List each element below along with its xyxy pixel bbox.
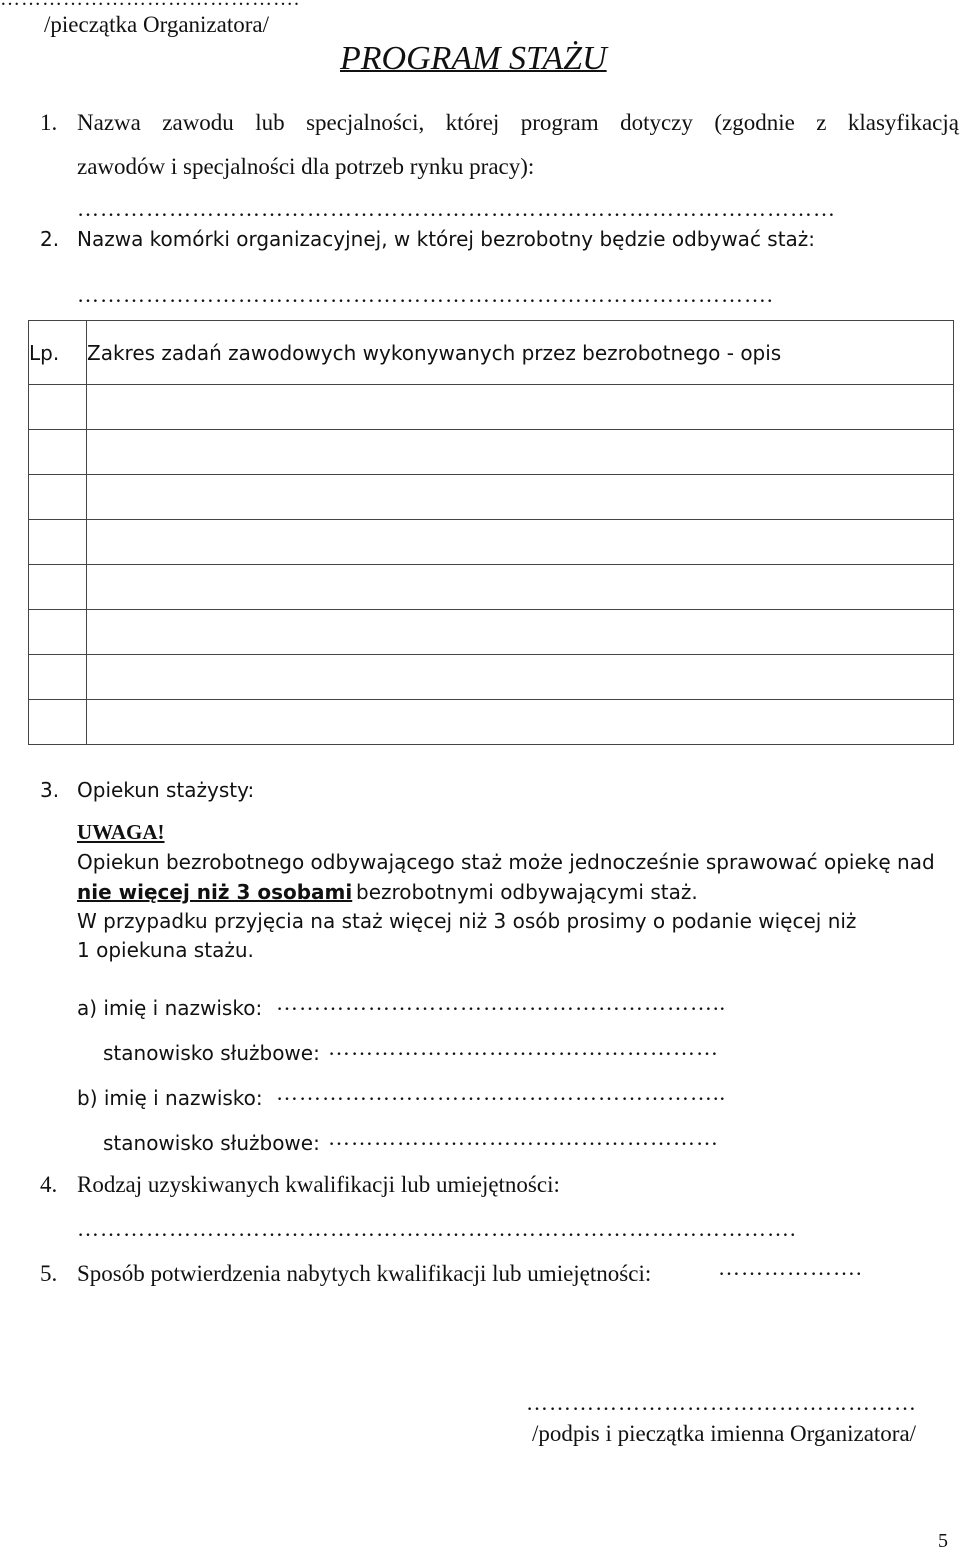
mentor-b-name-label: b) imię i nazwisko: xyxy=(77,1086,263,1110)
section2-fill-line[interactable]: ………………………………………………………………………………. xyxy=(77,282,774,307)
section5-number: 5. xyxy=(40,1261,58,1286)
section1-text-line2: zawodów i specjalności dla potrzeb rynku pracy): xyxy=(77,154,535,179)
mentor-b-position-field[interactable]: …………………………………………… xyxy=(328,1125,719,1150)
page-title: PROGRAM STAŻU xyxy=(340,40,607,77)
table-cell-lp[interactable] xyxy=(29,430,87,475)
mentor-a-name-label: a) imię i nazwisko: xyxy=(77,996,263,1020)
warning-line2-emphasis: nie więcej niż 3 osobami xyxy=(77,880,353,904)
table-row xyxy=(29,475,954,520)
table-cell-lp[interactable] xyxy=(29,520,87,565)
section5-text: Sposób potwierdzenia nabytych kwalifikacji lub umiejętności: xyxy=(77,1261,652,1286)
table-row xyxy=(29,520,954,565)
section1-text-line1: Nazwa zawodu lub specjalności, której program dotyczy (zgodnie z klasyfikacją xyxy=(77,110,959,135)
tasks-header-description: Zakres zadań zawodowych wykonywanych przez bezrobotnego - opis xyxy=(87,321,954,385)
section2-number: 2. xyxy=(40,227,60,251)
table-cell-description[interactable] xyxy=(87,430,954,475)
table-cell-lp[interactable] xyxy=(29,610,87,655)
table-row xyxy=(29,655,954,700)
section4-fill-line[interactable]: …………………………………………………………………………………. xyxy=(77,1216,797,1241)
section5-fill-line[interactable]: ………………. xyxy=(718,1255,863,1280)
table-cell-lp[interactable] xyxy=(29,700,87,745)
tasks-table-header xyxy=(29,321,954,385)
section3-number: 3. xyxy=(40,778,60,802)
section4-text: Rodzaj uzyskiwanych kwalifikacji lub umiejętności: xyxy=(77,1172,560,1197)
mentor-a-position-label: stanowisko służbowe: xyxy=(103,1041,320,1065)
warning-line3: W przypadku przyjęcia na staż więcej niż 3 osób prosimy o podanie więcej niż xyxy=(77,909,857,933)
warning-title: UWAGA! xyxy=(77,820,165,844)
section2-text: Nazwa komórki organizacyjnej, w której bezrobotny będzie odbywać staż: xyxy=(77,227,816,251)
warning-line2-rest: bezrobotnymi odbywającymi staż. xyxy=(356,880,698,904)
table-cell-description[interactable] xyxy=(87,520,954,565)
table-row xyxy=(29,385,954,430)
table-cell-description[interactable] xyxy=(87,565,954,610)
section1-number: 1. xyxy=(40,110,58,135)
section4-number: 4. xyxy=(40,1172,58,1197)
signature-label: /podpis i pieczątka imienna Organizatora/ xyxy=(532,1421,917,1446)
table-row xyxy=(29,430,954,475)
section3-text: Opiekun stażysty: xyxy=(77,778,255,802)
page-number: 5 xyxy=(938,1530,948,1552)
signature-fill-line[interactable]: …………………………………………… xyxy=(526,1390,917,1415)
table-cell-description[interactable] xyxy=(87,655,954,700)
tasks-table xyxy=(28,320,954,745)
table-cell-description[interactable] xyxy=(87,610,954,655)
warning-line4: 1 opiekuna stażu. xyxy=(77,938,254,962)
table-cell-lp[interactable] xyxy=(29,385,87,430)
table-row xyxy=(29,700,954,745)
table-cell-description[interactable] xyxy=(87,385,954,430)
table-cell-lp[interactable] xyxy=(29,475,87,520)
mentor-b-name-field[interactable]: ………………………………………………….. xyxy=(276,1080,726,1105)
tasks-header-lp: Lp. xyxy=(29,321,87,385)
warning-line1: Opiekun bezrobotnego odbywającego staż może jednocześnie sprawować opiekę nad xyxy=(77,850,935,874)
mentor-a-position-field[interactable]: …………………………………………… xyxy=(328,1035,719,1060)
table-cell-lp[interactable] xyxy=(29,565,87,610)
table-cell-description[interactable] xyxy=(87,700,954,745)
table-cell-lp[interactable] xyxy=(29,655,87,700)
table-cell-description[interactable] xyxy=(87,475,954,520)
table-row xyxy=(29,565,954,610)
stamp-dotted-line xyxy=(0,0,300,11)
section1-fill-line[interactable]: ……………………………………………………………………………………… xyxy=(77,196,836,221)
table-row xyxy=(29,610,954,655)
mentor-b-position-label: stanowisko służbowe: xyxy=(103,1131,320,1155)
stamp-label: /pieczątka Organizatora/ xyxy=(44,12,269,37)
mentor-a-name-field[interactable]: ………………………………………………….. xyxy=(276,990,726,1015)
